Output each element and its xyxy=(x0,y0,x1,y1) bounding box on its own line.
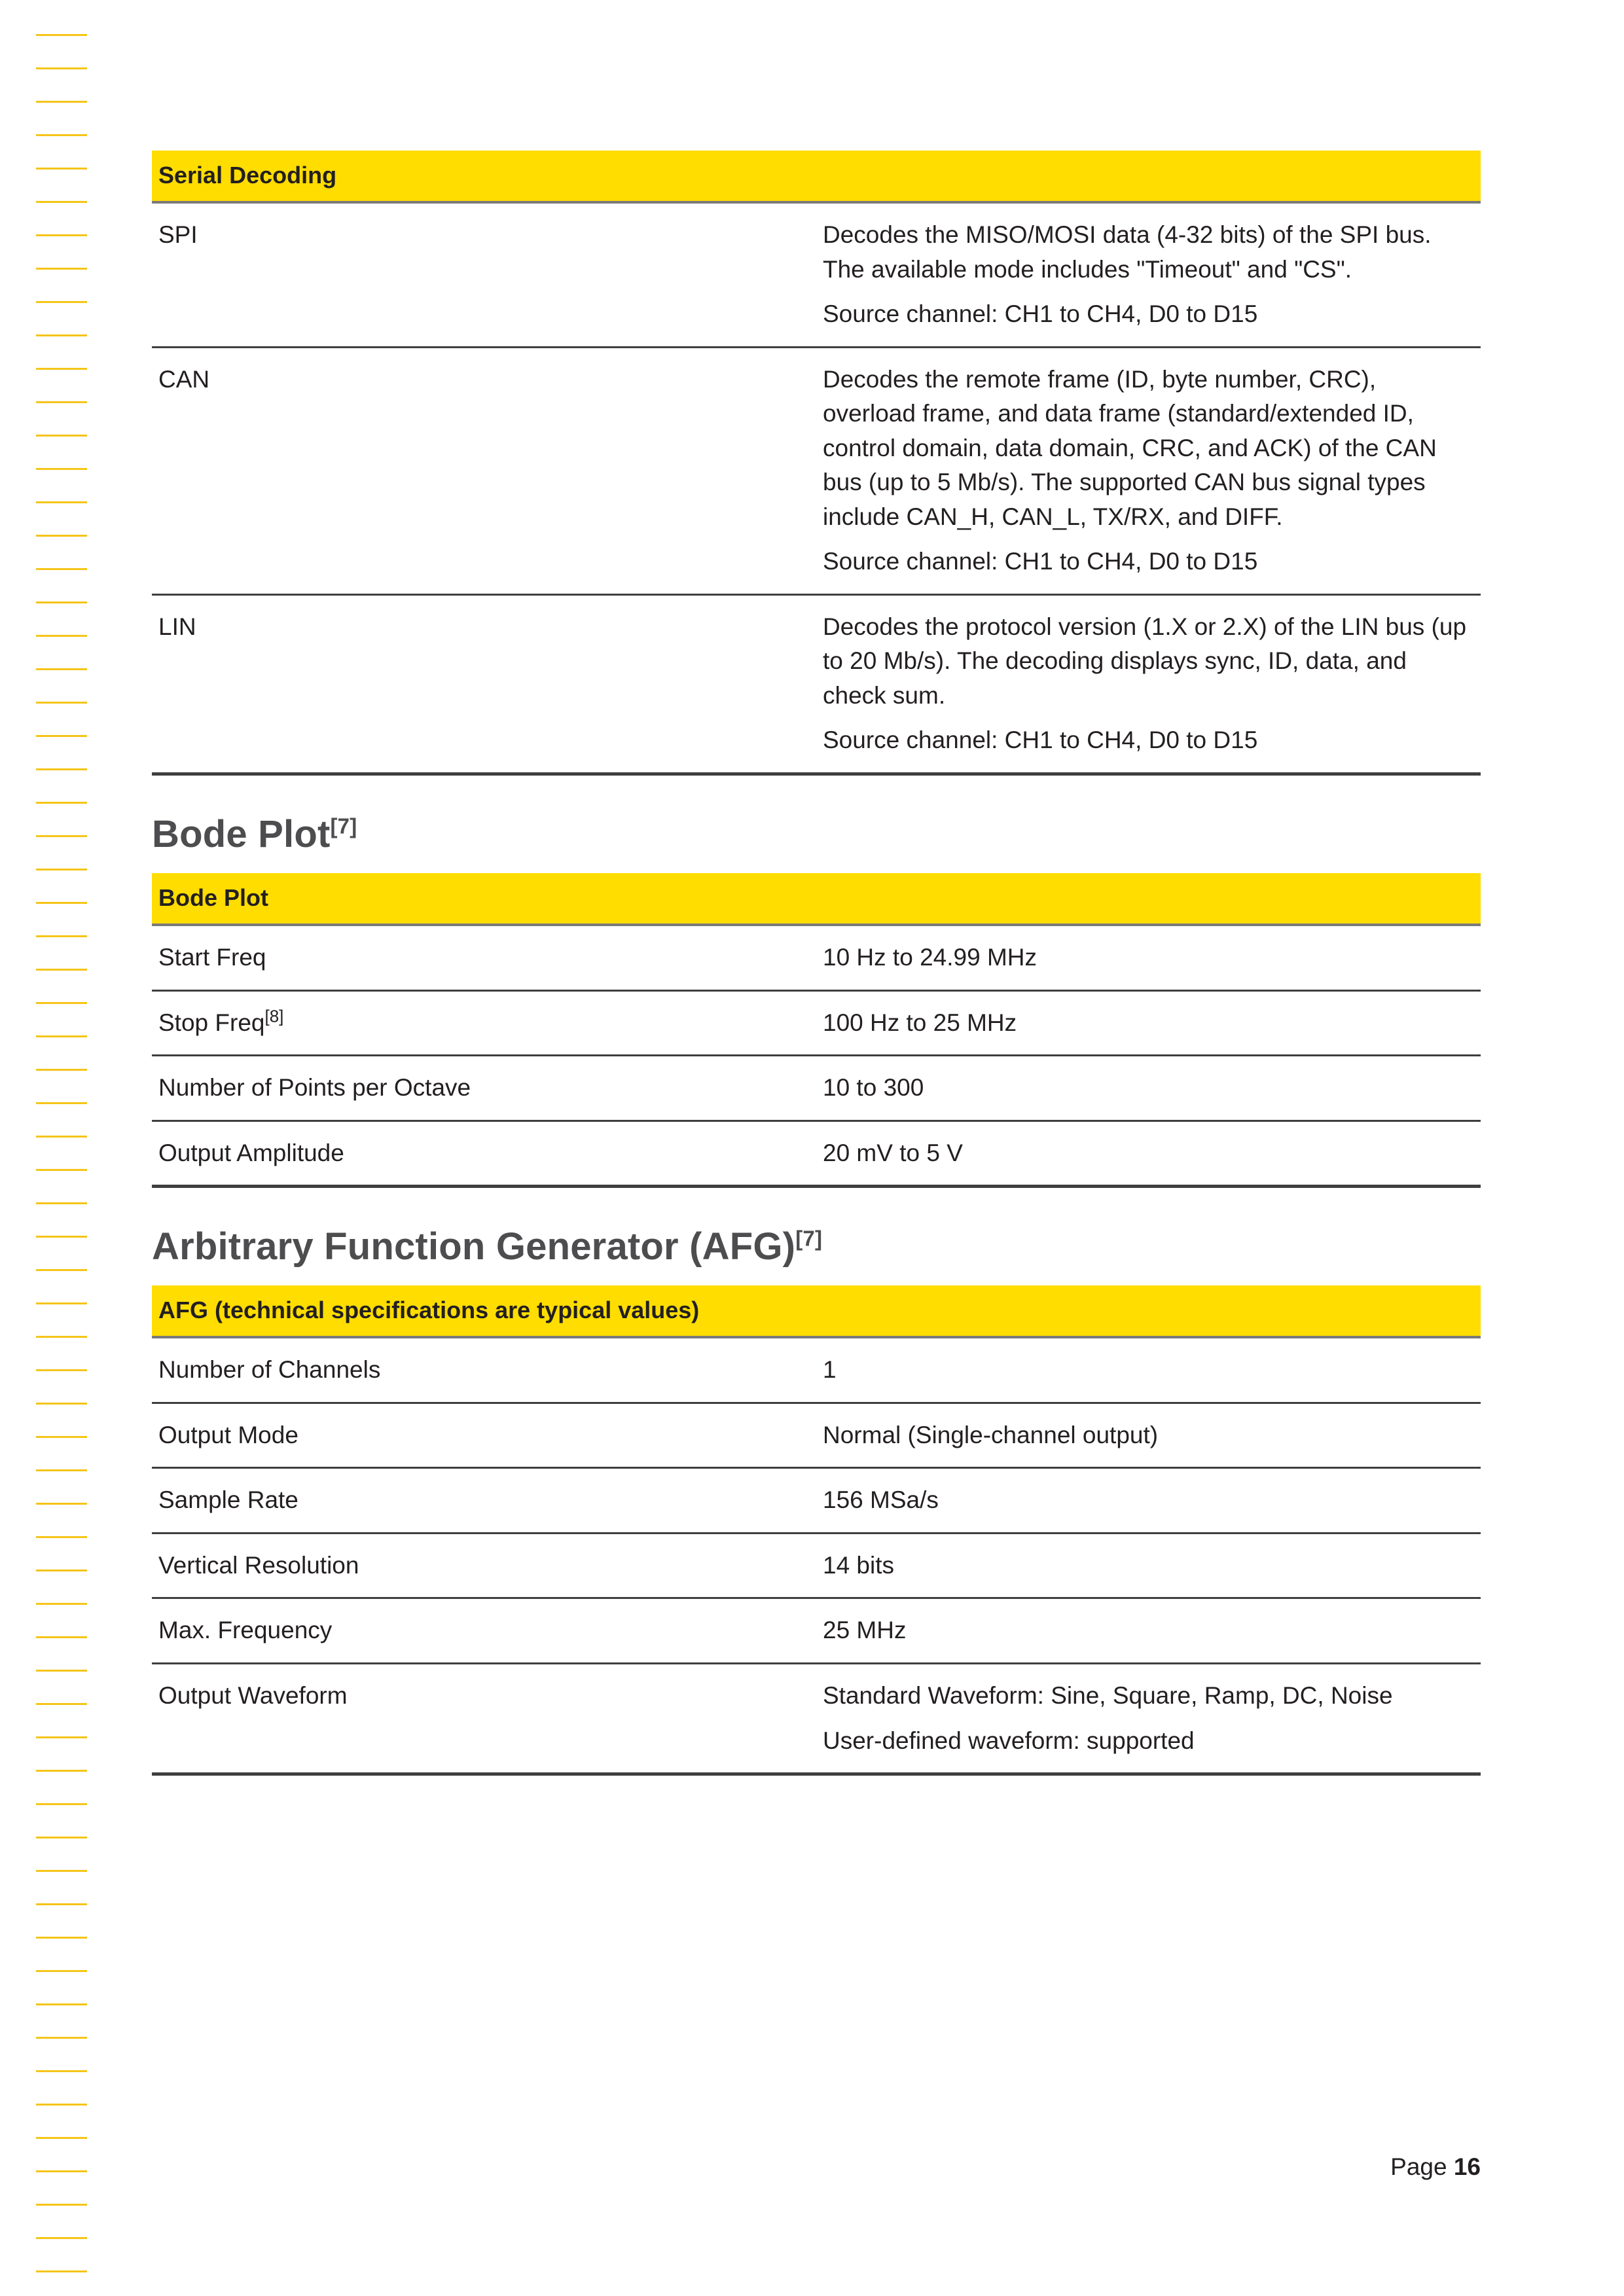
table-row xyxy=(152,1598,1481,1664)
margin-rule xyxy=(36,2204,87,2206)
row-label-stop-freq xyxy=(152,990,816,1056)
footnote-marker: [7] xyxy=(795,1226,823,1251)
row-label-lin: LIN xyxy=(152,594,816,774)
margin-rule xyxy=(36,2170,87,2172)
margin-rule xyxy=(36,1236,87,1238)
row-label-max-frequency: Max. Frequency xyxy=(152,1598,816,1664)
margin-rule xyxy=(36,201,87,203)
margin-rule xyxy=(36,1903,87,1905)
margin-rule xyxy=(36,2137,87,2139)
table-row xyxy=(152,925,1481,990)
table-row xyxy=(152,1533,1481,1598)
margin-rule xyxy=(36,2237,87,2239)
section-title-bode-plot xyxy=(152,812,1481,856)
row-value-spi xyxy=(816,202,1481,347)
row-label-spi: SPI xyxy=(152,202,816,347)
table-header-row xyxy=(152,1285,1481,1337)
margin-rule xyxy=(36,1570,87,1571)
margin-rule xyxy=(36,1436,87,1438)
decorative-left-margin xyxy=(0,0,124,2296)
row-label-text: Stop Freq xyxy=(158,1009,265,1036)
can-source-channel: Source channel: CH1 to CH4, D0 to D15 xyxy=(823,548,1258,575)
margin-rule xyxy=(36,468,87,470)
bode-plot-table xyxy=(152,873,1481,1188)
row-label-can: CAN xyxy=(152,347,816,594)
row-value-number-of-channels: 1 xyxy=(816,1337,1481,1403)
row-value-can xyxy=(816,347,1481,594)
footer-page-label: Page xyxy=(1390,2153,1447,2180)
margin-rule xyxy=(36,735,87,737)
afg-table xyxy=(152,1285,1481,1776)
row-label-points-per-octave: Number of Points per Octave xyxy=(152,1056,816,1121)
table-row xyxy=(152,1403,1481,1468)
row-value-vertical-resolution: 14 bits xyxy=(816,1533,1481,1598)
margin-rule xyxy=(36,1336,87,1338)
table-header-row xyxy=(152,873,1481,925)
serial-decoding-header: Serial Decoding xyxy=(152,151,1481,202)
table-row xyxy=(152,594,1481,774)
row-value-max-frequency: 25 MHz xyxy=(816,1598,1481,1664)
margin-rule xyxy=(36,234,87,236)
row-value-sample-rate: 156 MSa/s xyxy=(816,1468,1481,1534)
margin-rule xyxy=(36,2003,87,2005)
margin-rule xyxy=(36,1136,87,1138)
row-value-output-mode: Normal (Single-channel output) xyxy=(816,1403,1481,1468)
margin-rule xyxy=(36,401,87,403)
margin-rule xyxy=(36,334,87,336)
margin-rule xyxy=(36,601,87,603)
margin-rule xyxy=(36,1837,87,1839)
row-value-lin xyxy=(816,594,1481,774)
section-title-afg xyxy=(152,1225,1481,1268)
margin-rule xyxy=(36,501,87,503)
row-label-sample-rate: Sample Rate xyxy=(152,1468,816,1534)
table-row xyxy=(152,990,1481,1056)
row-label-start-freq: Start Freq xyxy=(152,925,816,990)
margin-rule xyxy=(36,702,87,704)
margin-rule xyxy=(36,1403,87,1405)
margin-rule xyxy=(36,134,87,136)
table-row xyxy=(152,1121,1481,1187)
margin-rule xyxy=(36,935,87,937)
margin-rule xyxy=(36,1069,87,1071)
margin-rule xyxy=(36,67,87,69)
section-title-text: Bode Plot xyxy=(152,813,331,856)
user-defined-waveform-text: User-defined waveform: supported xyxy=(823,1727,1195,1754)
margin-rule xyxy=(36,435,87,437)
margin-rule xyxy=(36,168,87,170)
row-value-output-waveform xyxy=(816,1664,1481,1774)
spi-source-channel: Source channel: CH1 to CH4, D0 to D15 xyxy=(823,300,1258,328)
margin-rule xyxy=(36,301,87,303)
margin-rule xyxy=(36,101,87,103)
row-value-start-freq: 10 Hz to 24.99 MHz xyxy=(816,925,1481,990)
page-footer xyxy=(152,2153,1481,2181)
margin-rule xyxy=(36,1736,87,1738)
margin-rule xyxy=(36,1603,87,1605)
row-value-stop-freq: 100 Hz to 25 MHz xyxy=(816,990,1481,1056)
row-label-output-mode: Output Mode xyxy=(152,1403,816,1468)
table-row xyxy=(152,1468,1481,1534)
margin-rule xyxy=(36,1703,87,1705)
lin-source-channel: Source channel: CH1 to CH4, D0 to D15 xyxy=(823,726,1258,754)
footer-page-number: 16 xyxy=(1453,2153,1481,2180)
serial-decoding-table xyxy=(152,151,1481,776)
section-title-text: Arbitrary Function Generator (AFG) xyxy=(152,1225,796,1268)
margin-rule xyxy=(36,869,87,870)
page-content xyxy=(152,0,1481,2296)
margin-rule xyxy=(36,1002,87,1004)
margin-rule xyxy=(36,1636,87,1638)
margin-rule xyxy=(36,802,87,804)
footnote-marker: [7] xyxy=(330,814,357,838)
row-value-output-amplitude: 20 mV to 5 V xyxy=(816,1121,1481,1187)
margin-rule xyxy=(36,1536,87,1538)
margin-rule xyxy=(36,1770,87,1772)
margin-rule xyxy=(36,1369,87,1371)
table-row xyxy=(152,202,1481,347)
margin-rule xyxy=(36,2270,87,2272)
row-value-points-per-octave: 10 to 300 xyxy=(816,1056,1481,1121)
margin-rule xyxy=(36,1169,87,1171)
margin-rule xyxy=(36,2070,87,2072)
table-row xyxy=(152,1056,1481,1121)
row-label-output-waveform: Output Waveform xyxy=(152,1664,816,1774)
margin-rule xyxy=(36,1970,87,1972)
standard-waveform-text: Standard Waveform: Sine, Square, Ramp, DC, Noise xyxy=(823,1682,1393,1710)
margin-rule xyxy=(36,902,87,904)
table-header-row xyxy=(152,151,1481,202)
spi-description: Decodes the MISO/MOSI data (4-32 bits) of the SPI bus. The available mode includes "Timeout" and "CS". xyxy=(823,221,1432,283)
margin-rule xyxy=(36,1670,87,1672)
footnote-marker: [8] xyxy=(264,1006,284,1026)
row-label-number-of-channels: Number of Channels xyxy=(152,1337,816,1403)
margin-rule xyxy=(36,2037,87,2039)
margin-rule xyxy=(36,1803,87,1805)
margin-rule xyxy=(36,368,87,370)
margin-rule xyxy=(36,668,87,670)
margin-rule xyxy=(36,969,87,971)
bode-plot-header: Bode Plot xyxy=(152,873,1481,925)
margin-rule xyxy=(36,635,87,637)
row-label-output-amplitude: Output Amplitude xyxy=(152,1121,816,1187)
can-description: Decodes the remote frame (ID, byte number, CRC), overload frame, and data frame (standard/extended ID, control domain, data domain, CRC, and ACK) of the CAN bus (up to 5 Mb/s). The supported CAN bus signal types include CAN_H, CAN_L, TX/RX, and DIFF. xyxy=(823,365,1437,530)
lin-description: Decodes the protocol version (1.X or 2.X) of the LIN bus (up to 20 Mb/s). The decoding displays sync, ID, data, and check sum. xyxy=(823,613,1467,709)
table-row xyxy=(152,1664,1481,1774)
margin-rule xyxy=(36,835,87,837)
margin-rule xyxy=(36,1469,87,1471)
margin-rule xyxy=(36,1503,87,1505)
margin-rule xyxy=(36,568,87,570)
margin-rule xyxy=(36,1870,87,1872)
margin-rule xyxy=(36,34,87,36)
table-row xyxy=(152,347,1481,594)
margin-rule xyxy=(36,1937,87,1939)
margin-rule xyxy=(36,2104,87,2106)
margin-rule xyxy=(36,1035,87,1037)
row-label-vertical-resolution: Vertical Resolution xyxy=(152,1533,816,1598)
margin-rule xyxy=(36,768,87,770)
margin-rule xyxy=(36,1202,87,1204)
margin-rule xyxy=(36,268,87,270)
margin-rule xyxy=(36,1302,87,1304)
margin-rule xyxy=(36,1269,87,1271)
margin-rule xyxy=(36,535,87,537)
afg-header: AFG (technical specifications are typical values) xyxy=(152,1285,1481,1337)
margin-rule xyxy=(36,1102,87,1104)
table-row xyxy=(152,1337,1481,1403)
